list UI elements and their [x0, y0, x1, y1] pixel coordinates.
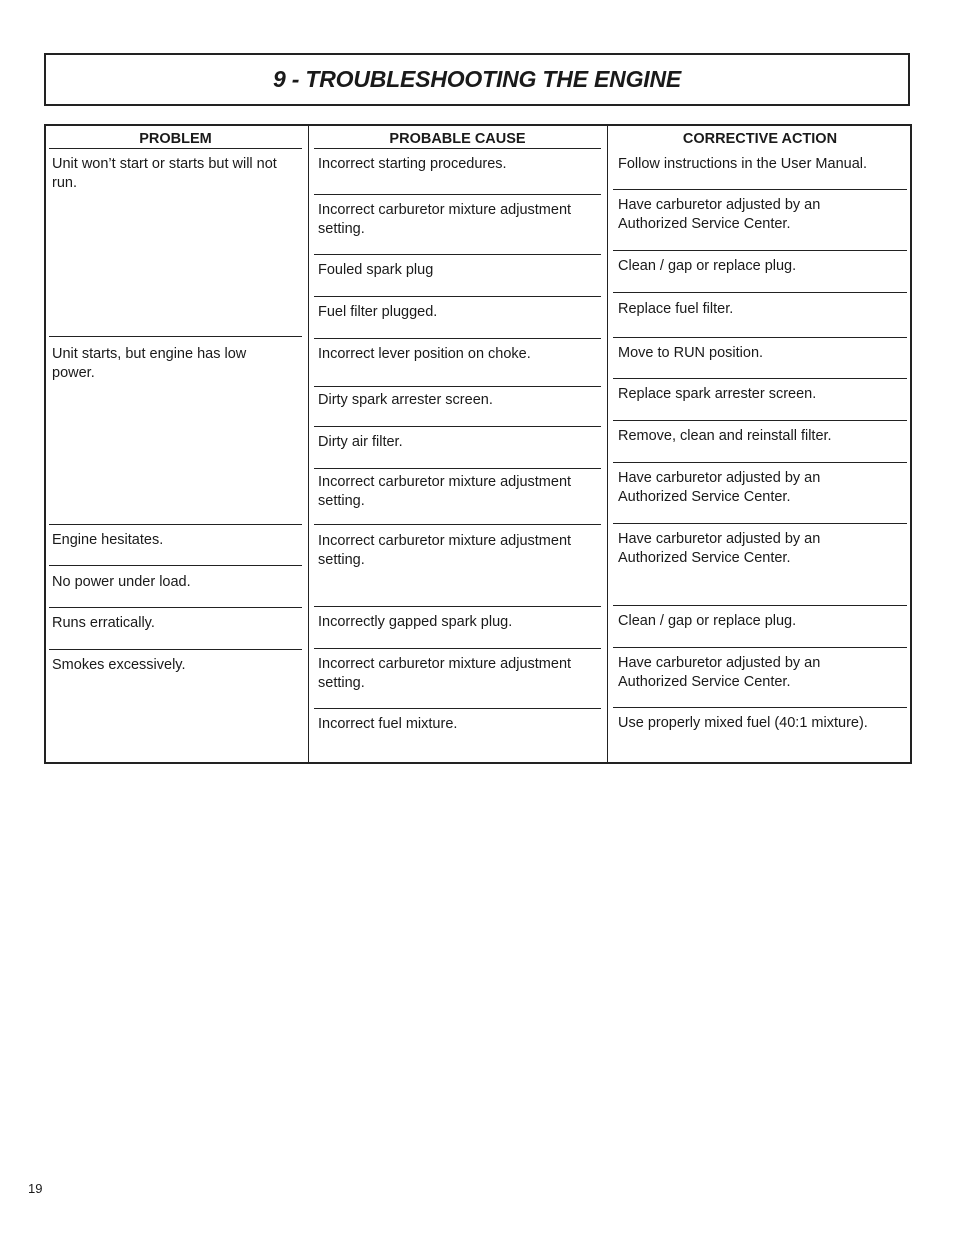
row-rule	[613, 189, 907, 190]
cause-cell: Incorrect lever position on choke.	[318, 346, 531, 362]
action-cell: Remove, clean and reinstall filter.	[618, 428, 832, 444]
row-rule	[49, 649, 302, 650]
cause-cell: Incorrect fuel mixture.	[318, 716, 458, 732]
cause-cell: Dirty spark arrester screen.	[318, 392, 493, 408]
action-cell: Use properly mixed fuel (40:1 mixture).	[618, 715, 868, 731]
section-title-box	[44, 53, 910, 106]
row-rule	[49, 565, 302, 566]
problem-cell: Runs erratically.	[52, 615, 155, 631]
section-title: 9 - TROUBLESHOOTING THE ENGINE	[272, 66, 682, 92]
page-number: 19	[28, 1181, 43, 1196]
action-cell: Move to RUN position.	[618, 345, 764, 361]
problem-cell: Unit won’t start or starts but will not run.	[52, 156, 277, 191]
action-cell: Follow instructions in the User Manual.	[618, 156, 868, 172]
row-rule	[314, 524, 601, 525]
row-rule	[314, 708, 601, 709]
row-rule	[613, 523, 907, 524]
cause-cell: Incorrect carburetor mixture adjustment setting.	[318, 202, 572, 237]
cause-cell: Dirty air filter.	[318, 434, 403, 450]
problem-cell: Smokes excessively.	[52, 657, 186, 673]
action-cell: Have carburetor adjusted by an Authorized Service Center.	[618, 655, 821, 690]
row-rule	[314, 296, 601, 297]
problem-cell: No power under load.	[52, 574, 191, 590]
header-rule	[49, 148, 302, 149]
row-rule	[613, 250, 907, 251]
cause-cell: Fouled spark plug	[318, 262, 434, 278]
row-rule	[613, 462, 907, 463]
action-cell: Have carburetor adjusted by an Authorized Service Center.	[618, 531, 821, 566]
action-cell: Clean / gap or replace plug.	[618, 258, 797, 274]
cause-cell: Incorrectly gapped spark plug.	[318, 614, 513, 630]
action-cell: Have carburetor adjusted by an Authorized Service Center.	[618, 470, 821, 505]
action-cell: Clean / gap or replace plug.	[618, 613, 797, 629]
row-rule	[613, 292, 907, 293]
header-probable-cause: PROBABLE CAUSE	[389, 131, 526, 147]
header-rule	[314, 148, 601, 149]
row-rule	[613, 707, 907, 708]
header-corrective-action: CORRECTIVE ACTION	[682, 131, 838, 147]
cause-cell: Incorrect carburetor mixture adjustment setting.	[318, 474, 572, 509]
row-rule	[314, 254, 601, 255]
row-rule	[49, 524, 302, 525]
row-rule	[314, 468, 601, 469]
column-divider	[607, 124, 608, 762]
row-rule	[314, 386, 601, 387]
row-rule	[314, 194, 601, 195]
problem-cell: Unit starts, but engine has low power.	[52, 346, 247, 381]
row-rule	[49, 336, 302, 337]
cause-cell: Incorrect carburetor mixture adjustment setting.	[318, 533, 572, 568]
action-cell: Have carburetor adjusted by an Authorized Service Center.	[618, 197, 821, 232]
row-rule	[613, 378, 907, 379]
row-rule	[314, 606, 601, 607]
header-problem: PROBLEM	[139, 131, 212, 147]
row-rule	[613, 420, 907, 421]
problem-cell: Engine hesitates.	[52, 532, 164, 548]
cause-cell: Incorrect starting procedures.	[318, 156, 507, 172]
action-cell: Replace spark arrester screen.	[618, 386, 817, 402]
column-divider	[308, 124, 309, 762]
row-rule	[49, 607, 302, 608]
action-cell: Replace fuel filter.	[618, 301, 734, 317]
cause-cell: Incorrect carburetor mixture adjustment setting.	[318, 656, 572, 691]
row-rule	[613, 337, 907, 338]
row-rule	[314, 426, 601, 427]
row-rule	[613, 647, 907, 648]
row-rule	[613, 605, 907, 606]
row-rule	[314, 648, 601, 649]
cause-cell: Fuel filter plugged.	[318, 304, 438, 320]
row-rule	[314, 338, 601, 339]
